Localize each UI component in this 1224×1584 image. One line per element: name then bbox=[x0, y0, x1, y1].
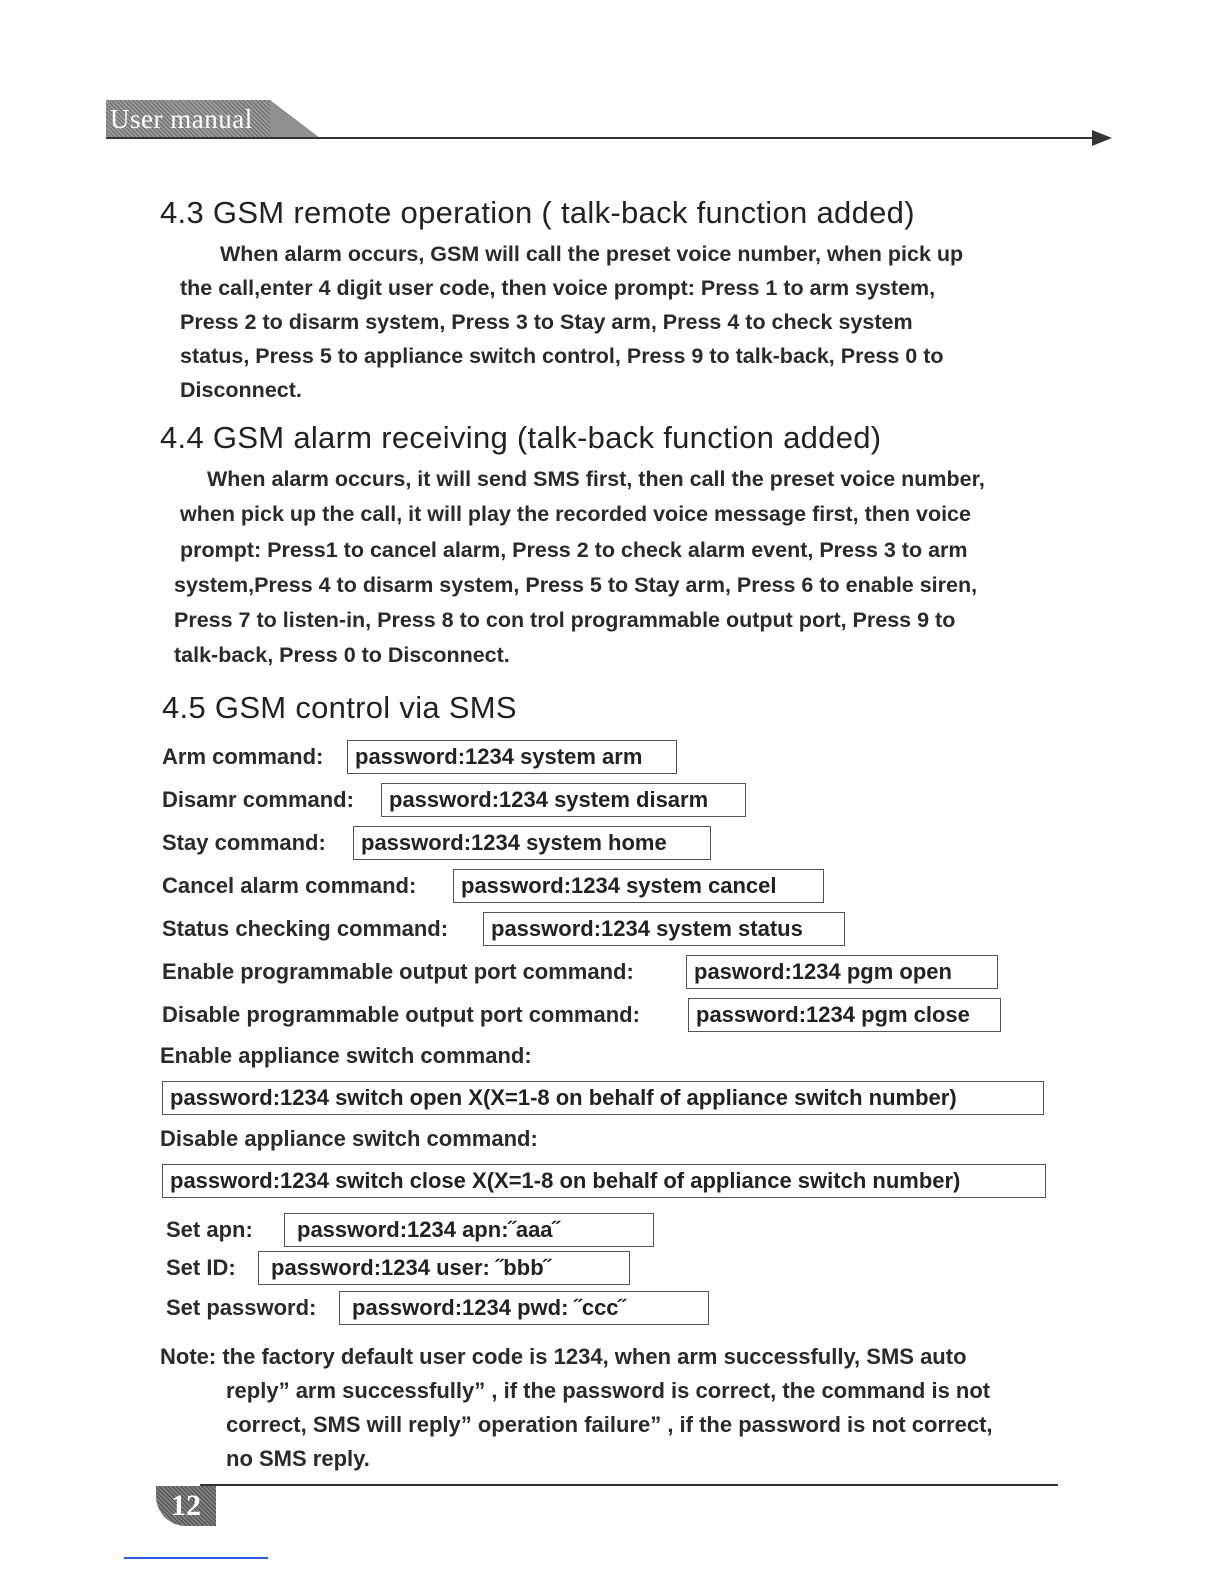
command-value-box: password:1234 pgm close bbox=[688, 998, 1001, 1032]
setting-label: Set password: bbox=[166, 1295, 317, 1320]
paragraph-line: When alarm occurs, it will send SMS first, then call the preset voice number, bbox=[207, 467, 985, 491]
note-line: no SMS reply. bbox=[226, 1446, 370, 1471]
command-label: Status checking command: bbox=[162, 916, 449, 941]
command-row-arm bbox=[162, 740, 643, 774]
command-row-pgm-close bbox=[162, 998, 970, 1032]
switch-close-label: Disable appliance switch command: bbox=[160, 1126, 538, 1151]
setting-label: Set apn: bbox=[166, 1217, 253, 1242]
switch-open-value-box: password:1234 switch open X(X=1-8 on behalf of appliance switch number) bbox=[162, 1081, 1044, 1115]
paragraph-line: status, Press 5 to appliance switch control, Press 9 to talk-back, Press 0 to bbox=[180, 344, 944, 368]
header-wedge bbox=[270, 100, 320, 138]
paragraph-line: system,Press 4 to disarm system, Press 5 to Stay arm, Press 6 to enable siren, bbox=[174, 572, 978, 597]
setting-row-apn bbox=[166, 1213, 560, 1247]
command-value-box: password:1234 system cancel bbox=[453, 869, 824, 903]
setting-value-box: password:1234 user: ˝bbb˝ bbox=[258, 1251, 630, 1285]
note-line: reply” arm successfully” , if the password is correct, the command is not bbox=[226, 1378, 991, 1403]
command-value-box: pasword:1234 pgm open bbox=[686, 955, 998, 989]
section-title-4-5: 4.5 GSM control via SMS bbox=[162, 690, 517, 725]
command-value-box: password:1234 system status bbox=[483, 912, 845, 946]
section-title-4-4: 4.4 GSM alarm receiving (talk-back function added) bbox=[160, 420, 882, 455]
blue-underline bbox=[124, 1557, 268, 1559]
command-row-status bbox=[162, 912, 803, 946]
command-row-disarm bbox=[162, 783, 709, 817]
paragraph-line: Disconnect. bbox=[180, 378, 302, 402]
paragraph-line: when pick up the call, it will play the recorded voice message first, then voice bbox=[180, 502, 971, 527]
note-line: Note: the factory default user code is 1234, when arm successfully, SMS auto bbox=[160, 1344, 967, 1369]
setting-label: Set ID: bbox=[166, 1255, 236, 1280]
section-title-4-3: 4.3 GSM remote operation ( talk-back function added) bbox=[160, 195, 915, 230]
paragraph-line: prompt: Press1 to cancel alarm, Press 2 to check alarm event, Press 3 to arm bbox=[180, 537, 968, 562]
command-label: Cancel alarm command: bbox=[162, 873, 417, 898]
switch-close-value-box: password:1234 switch close X(X=1-8 on behalf of appliance switch number) bbox=[162, 1164, 1046, 1198]
section-body-4-4 bbox=[174, 462, 985, 674]
command-label: Stay command: bbox=[162, 830, 326, 855]
command-value-box: password:1234 system arm bbox=[347, 740, 677, 774]
header-rule bbox=[106, 137, 1094, 139]
page-number: 12 bbox=[156, 1486, 216, 1526]
paragraph-line: Press 7 to listen-in, Press 8 to con trol programmable output port, Press 9 to bbox=[174, 608, 956, 633]
section-body-4-3 bbox=[180, 237, 963, 407]
command-label: Arm command: bbox=[162, 744, 324, 769]
command-value-box: password:1234 system disarm bbox=[381, 783, 746, 817]
note-paragraph bbox=[160, 1340, 993, 1476]
paragraph-line: Press 2 to disarm system, Press 3 to Stay arm, Press 4 to check system bbox=[180, 310, 913, 334]
setting-row-id bbox=[166, 1251, 551, 1285]
paragraph-line: the call,enter 4 digit user code, then voice prompt: Press 1 to arm system, bbox=[180, 276, 936, 300]
setting-value-box: password:1234 apn:˝aaa˝ bbox=[284, 1213, 654, 1247]
setting-row-password bbox=[166, 1291, 626, 1325]
header-label: User manual bbox=[106, 100, 271, 138]
command-row-pgm-open bbox=[162, 955, 952, 989]
footer-rule bbox=[200, 1484, 1058, 1486]
command-label: Enable programmable output port command: bbox=[162, 959, 634, 984]
setting-value-box: password:1234 pwd: ˝ccc˝ bbox=[339, 1291, 709, 1325]
paragraph-line: talk-back, Press 0 to Disconnect. bbox=[174, 643, 510, 668]
command-row-stay bbox=[162, 826, 667, 860]
command-row-cancel bbox=[162, 869, 777, 903]
command-label: Disamr command: bbox=[162, 787, 354, 812]
paragraph-line: When alarm occurs, GSM will call the preset voice number, when pick up bbox=[220, 242, 964, 266]
switch-open-label: Enable appliance switch command: bbox=[160, 1043, 532, 1068]
command-label: Disable programmable output port command: bbox=[162, 1002, 640, 1027]
arrow-right-icon bbox=[1092, 130, 1112, 146]
note-line: correct, SMS will reply” operation failure” , if the password is not correct, bbox=[226, 1412, 993, 1437]
command-value-box: password:1234 system home bbox=[353, 826, 711, 860]
